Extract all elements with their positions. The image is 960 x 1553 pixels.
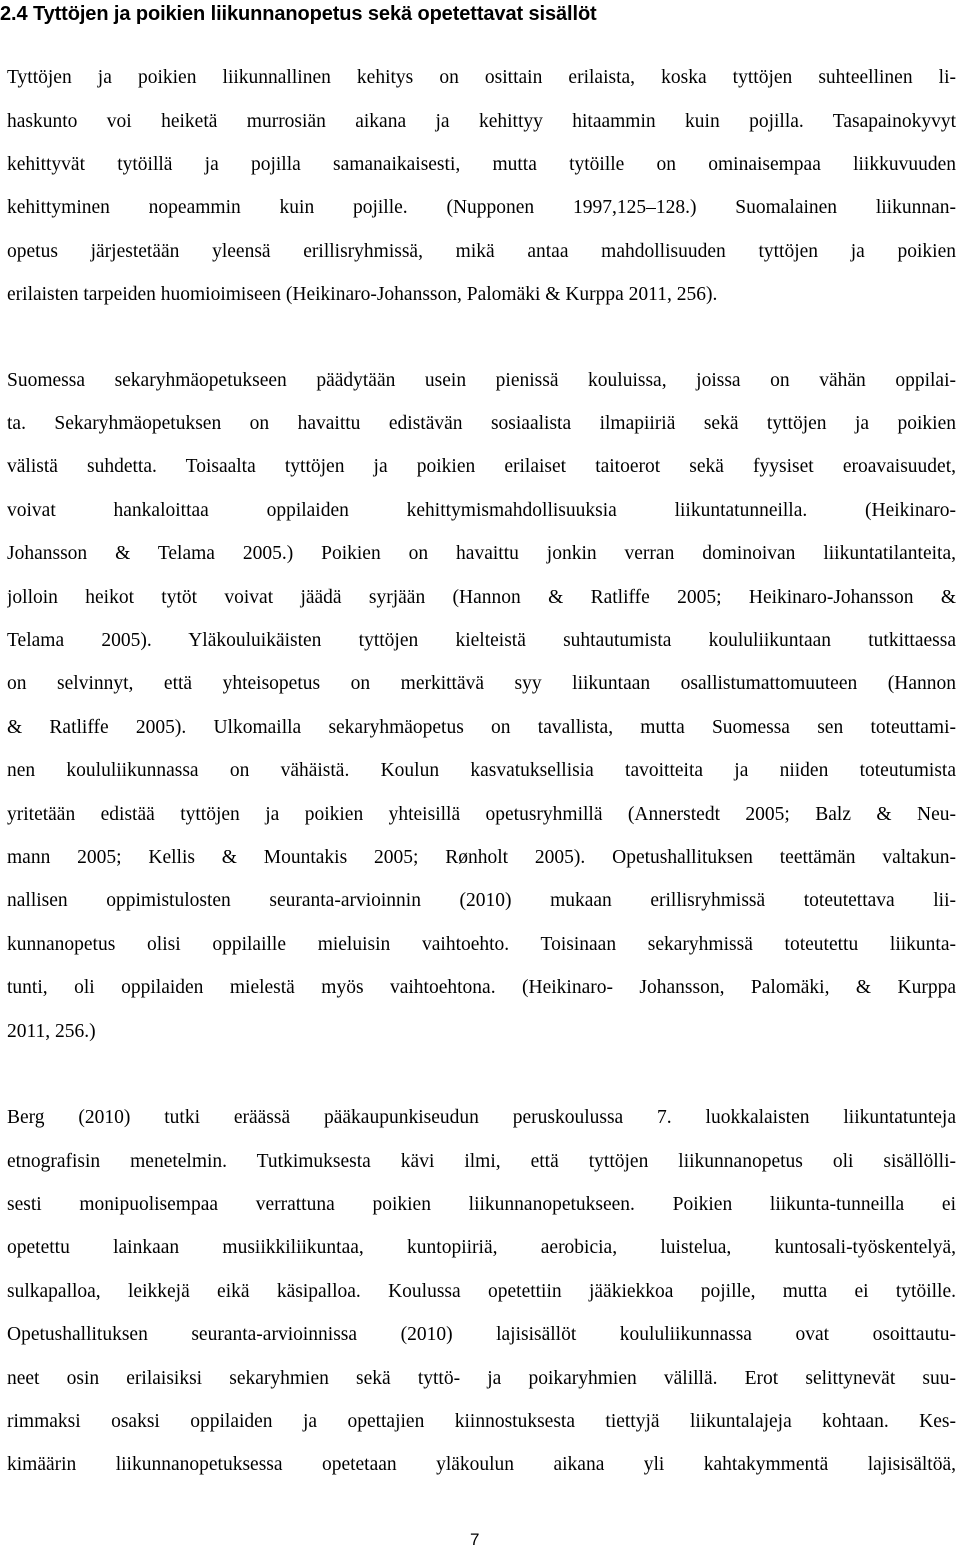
text-line: & Ratliffe 2005). Ulkomailla sekaryhmäopetus on tavallista, mutta Suomessa sen toteuttami- xyxy=(7,717,956,738)
text-line: kimäärin liikunnanopetuksessa opetetaan yläkoulun aikana yli kahtakymmentä lajisisältöä, xyxy=(7,1454,956,1475)
text-line: Johansson & Telama 2005.) Poikien on havaittu jonkin verran dominoivan liikuntatilanteita, xyxy=(7,543,956,564)
text-line: Opetushallituksen seuranta-arvioinnissa (2010) lajisisällöt koululiikunnassa ovat osoittautu- xyxy=(7,1324,956,1345)
text-line: tunti, oli oppilaiden mielestä myös vaihtoehtona. (Heikinaro- Johansson, Palomäki, & Kurppa xyxy=(7,977,956,998)
text-line: nallisen oppimistulosten seuranta-arvioinnin (2010) mukaan erillisryhmissä toteutettava lii- xyxy=(7,890,956,911)
text-line: jolloin heikot tytöt voivat jäädä syrjään (Hannon & Ratliffe 2005; Heikinaro-Johansson & xyxy=(7,587,956,608)
text-line: nen koululiikunnassa on vähäistä. Koulun kasvatuksellisia tavoitteita ja niiden toteutumista xyxy=(7,760,956,781)
text-line: välistä suhdetta. Toisaalta tyttöjen ja poikien erilaiset taitoerot sekä fyysiset eroavaisuudet, xyxy=(7,456,956,477)
text-line: opetus järjestetään yleensä erillisryhmissä, mikä antaa mahdollisuuden tyttöjen ja poikien xyxy=(7,241,956,262)
text-line: yritetään edistää tyttöjen ja poikien yhteisillä opetusryhmillä (Annerstedt 2005; Balz & Neu- xyxy=(7,804,956,825)
text-line: Berg (2010) tutki eräässä pääkaupunkiseudun peruskoulussa 7. luokkalaisten liikuntatunteja xyxy=(7,1107,956,1128)
text-line: neet osin erilaisiksi sekaryhmien sekä tyttö- ja poikaryhmien välillä. Erot selittynevät suu- xyxy=(7,1368,956,1389)
text-line: 2011, 256.) xyxy=(7,1021,96,1042)
text-line: mann 2005; Kellis & Mountakis 2005; Rønholt 2005). Opetushallituksen teettämän valtakun- xyxy=(7,847,956,868)
text-line: kehittyminen nopeammin kuin pojille. (Nupponen 1997,125–128.) Suomalainen liikunnan- xyxy=(7,197,956,218)
text-line: haskunto voi heiketä murrosiän aikana ja kehittyy hitaammin kuin pojilla. Tasapainokyvyt xyxy=(7,111,956,132)
page-number: 7 xyxy=(470,1530,480,1549)
section-heading: 2.4 Tyttöjen ja poikien liikunnanopetus sekä opetettavat sisällöt xyxy=(0,3,597,25)
text-line: opetettu lainkaan musiikkiliikuntaa, kuntopiiriä, aerobicia, luistelua, kuntosali-työskentelyä, xyxy=(7,1237,956,1258)
text-line: sesti monipuolisempaa verrattuna poikien liikunnanopetukseen. Poikien liikunta-tunneilla ei xyxy=(7,1194,956,1215)
text-line: sulkapalloa, leikkejä eikä käsipalloa. Koulussa opetettiin jääkiekkoa pojille, mutta ei tytöille. xyxy=(7,1281,956,1302)
text-line: etnografisin menetelmin. Tutkimuksesta kävi ilmi, että tyttöjen liikunnanopetus oli sisällölli- xyxy=(7,1151,956,1172)
text-line: on selvinnyt, että yhteisopetus on merkittävä syy liikuntaan osallistumattomuuteen (Hannon xyxy=(7,673,956,694)
text-line: erilaisten tarpeiden huomioimiseen (Heikinaro-Johansson, Palomäki & Kurppa 2011, 256). xyxy=(7,284,718,305)
text-line: kunnanopetus olisi oppilaille mieluisin vaihtoehto. Toisinaan sekaryhmissä toteutettu liikunta- xyxy=(7,934,956,955)
text-line: kehittyvät tytöillä ja pojilla samanaikaisesti, mutta tytöille on ominaisempaa liikkuvuuden xyxy=(7,154,956,175)
text-line: voivat hankaloittaa oppilaiden kehittymismahdollisuuksia liikuntatunneilla. (Heikinaro- xyxy=(7,500,956,521)
text-line: rimmaksi osaksi oppilaiden ja opettajien kiinnostuksesta tiettyjä liikuntalajeja kohtaan. Kes- xyxy=(7,1411,956,1432)
text-line: Tyttöjen ja poikien liikunnallinen kehitys on osittain erilaista, koska tyttöjen suhteellinen li- xyxy=(7,67,956,88)
text-line: Telama 2005). Yläkouluikäisten tyttöjen kielteistä suhtautumista koululiikuntaan tutkittaessa xyxy=(7,630,956,651)
text-line: Suomessa sekaryhmäopetukseen päädytään usein pienissä kouluissa, joissa on vähän oppilai- xyxy=(7,370,956,391)
text-line: ta. Sekaryhmäopetuksen on havaittu edistävän sosiaalista ilmapiiriä sekä tyttöjen ja poikien xyxy=(7,413,956,434)
